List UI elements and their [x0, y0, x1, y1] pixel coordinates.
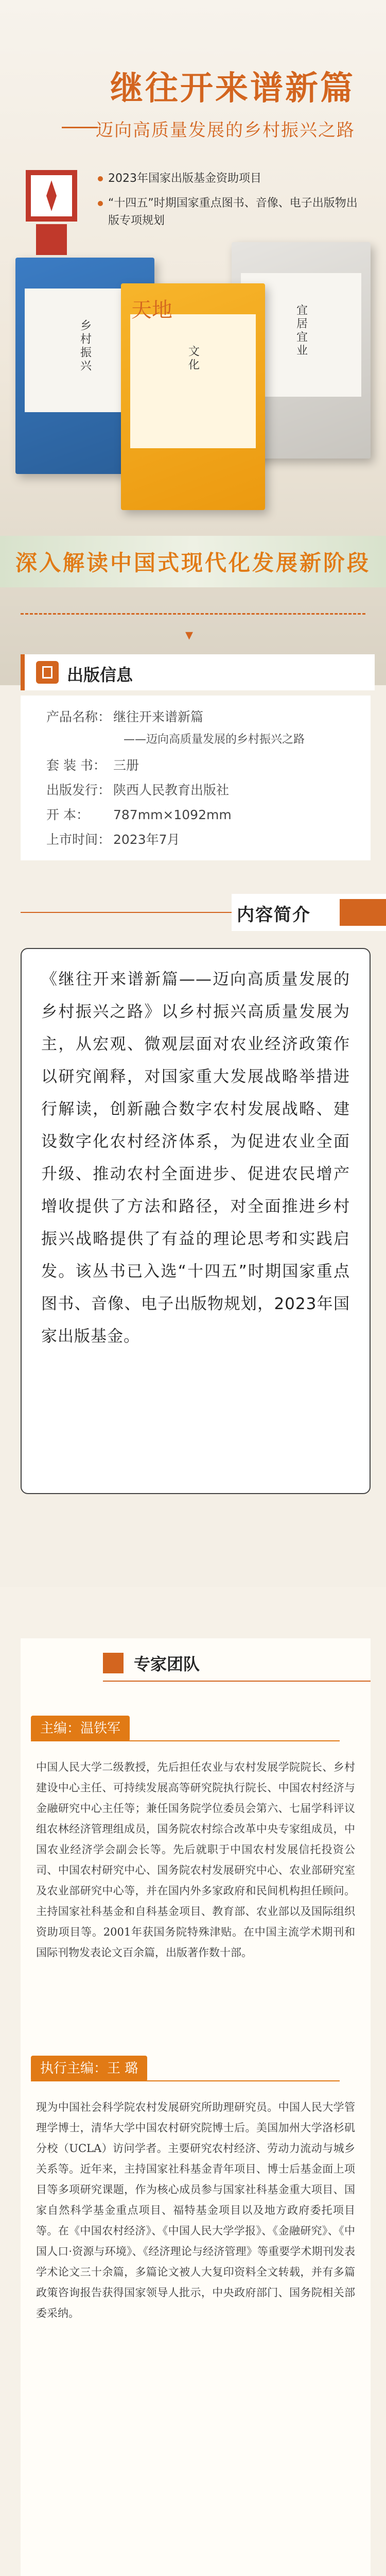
- bullet-dot-icon: [98, 176, 103, 181]
- editor-bio: 中国人民大学二级教授，先后担任农业与农村发展学院院长、乡村建设中心主任、可持续发展高等研究院执行院长、中国农村经济与金融研究中心主任等；兼任国务院学位委员会第六、七届学科评议组农林经济管理组成员，国务院农村综合改革中央专家组成员，中国农业经济学会副会长等。先后就职于中国农村发展信托投资公司、中国农村研究中心、国务院农村发展研究中心、农业部研究室及农业部研究中心等，并在国内外多家政府和民间机构担任顾问。主持国家社科基金和自科基金项目、教育部、农业部以及国际组织资助项目等。2001年获国务院特殊津贴。在中国主流学术期刊和国际刊物发表论文百余篇，出版著作数十部。: [36, 1761, 355, 1959]
- chevron-down-icon: ▾: [185, 626, 194, 644]
- book-cover-label: 文化: [186, 345, 200, 372]
- book-title: 继往开来谱新篇: [110, 69, 355, 108]
- publication-title: 出版信息: [67, 665, 133, 685]
- intro-text: 《继往开来谱新篇——迈向高质量发展的乡村振兴之路》以乡村振兴高质量发展为主，从宏观、微观层面对农业经济政策作以研究阐释，对国家重大发展战略举措进行解读，创新融合数字农村发展战略、建设数字化农村经济体系，为促进农业全面升级、推动农村全面进步、促进农民增产增收提供了方法和路径，对全面推进乡村振兴战略提供了有益的理论思考和实践启发。该丛书已入选“十四五”时期国家重点图书、音像、电子出版物规划，2023年国家出版基金。: [41, 970, 350, 1346]
- intro-rule: [21, 912, 232, 913]
- editor-rule: [31, 1740, 340, 1741]
- exec-editor-bio: 现为中国社会科学院农村发展研究所助理研究员。中国人民大学管理学博士，清华大学中国农村研究院博士后。美国加州大学洛杉矶分校（UCLA）访问学者。主要研究农村经济、劳动力流动与城乡关系等。近年来，主持国家社科基金青年项目、博士后基金面上项目等多项研究课题，作为核心成员参与国家社科基金重大项目、国家自然科学基金重点项目、福特基金项目以及地方政府委托项目等。在《中国农村经济》、《中国人民大学学报》、《金融研究》、《中国人口·资源与环境》、《经济理论与经济管理》等重要学术期刊发表学术论文三十余篇，多篇论文被人大复印资料全文转载，并有多篇政策咨询报告获得国家领导人批示，中央政府部门、国务院相关部委采纳。: [36, 2101, 355, 2319]
- team-icon: [103, 1653, 124, 1673]
- team-title: 专家团队: [134, 1654, 200, 1674]
- award-text: “十四五”时期国家重点图书、音像、电子出版物出版专项规划: [108, 197, 358, 227]
- pub-row-subtitle: ——迈向高质量发展的乡村振兴之路: [124, 733, 305, 746]
- pub-row-name: 产品名称： 继往开来谱新篇: [46, 709, 204, 724]
- award-item: [98, 170, 365, 188]
- book-subtitle: 迈向高质量发展的乡村振兴之路: [96, 120, 355, 141]
- book-cover-yellow: [121, 283, 265, 510]
- exec-editor-tag: 执行主编：王 璐: [31, 2056, 147, 2081]
- slogan-text: 深入解读中国式现代化发展新阶段: [15, 550, 371, 575]
- editor-tag: 主编：温铁军: [31, 1716, 130, 1741]
- award-text: 2023年国家出版基金资助项目: [108, 172, 261, 185]
- subtitle-dash: [62, 127, 98, 128]
- intro-header-accent: [340, 899, 386, 926]
- dashed-divider: [21, 613, 365, 615]
- exec-editor-rule: [31, 2080, 340, 2081]
- intro-title: 内容简介: [237, 905, 311, 925]
- pub-row-release: 上市时间： 2023年7月: [46, 832, 180, 847]
- pub-row-format: 开 本： 787mm×1092mm: [46, 807, 232, 822]
- national-fund-seal-icon: [21, 165, 82, 258]
- pub-row-set: 套 装 书： 三册: [46, 758, 139, 773]
- book-cover-label: 乡村振兴: [78, 319, 92, 373]
- award-list: [98, 170, 365, 237]
- bullet-dot-icon: [98, 201, 103, 206]
- book-cover-label: 宜居宜业: [294, 304, 308, 358]
- team-rule: [103, 1681, 371, 1682]
- book-cover-script: 天地: [131, 298, 172, 322]
- award-item: [98, 195, 365, 230]
- book-icon: [36, 661, 59, 684]
- pub-row-publisher: 出版发行： 陕西人民教育出版社: [46, 783, 230, 798]
